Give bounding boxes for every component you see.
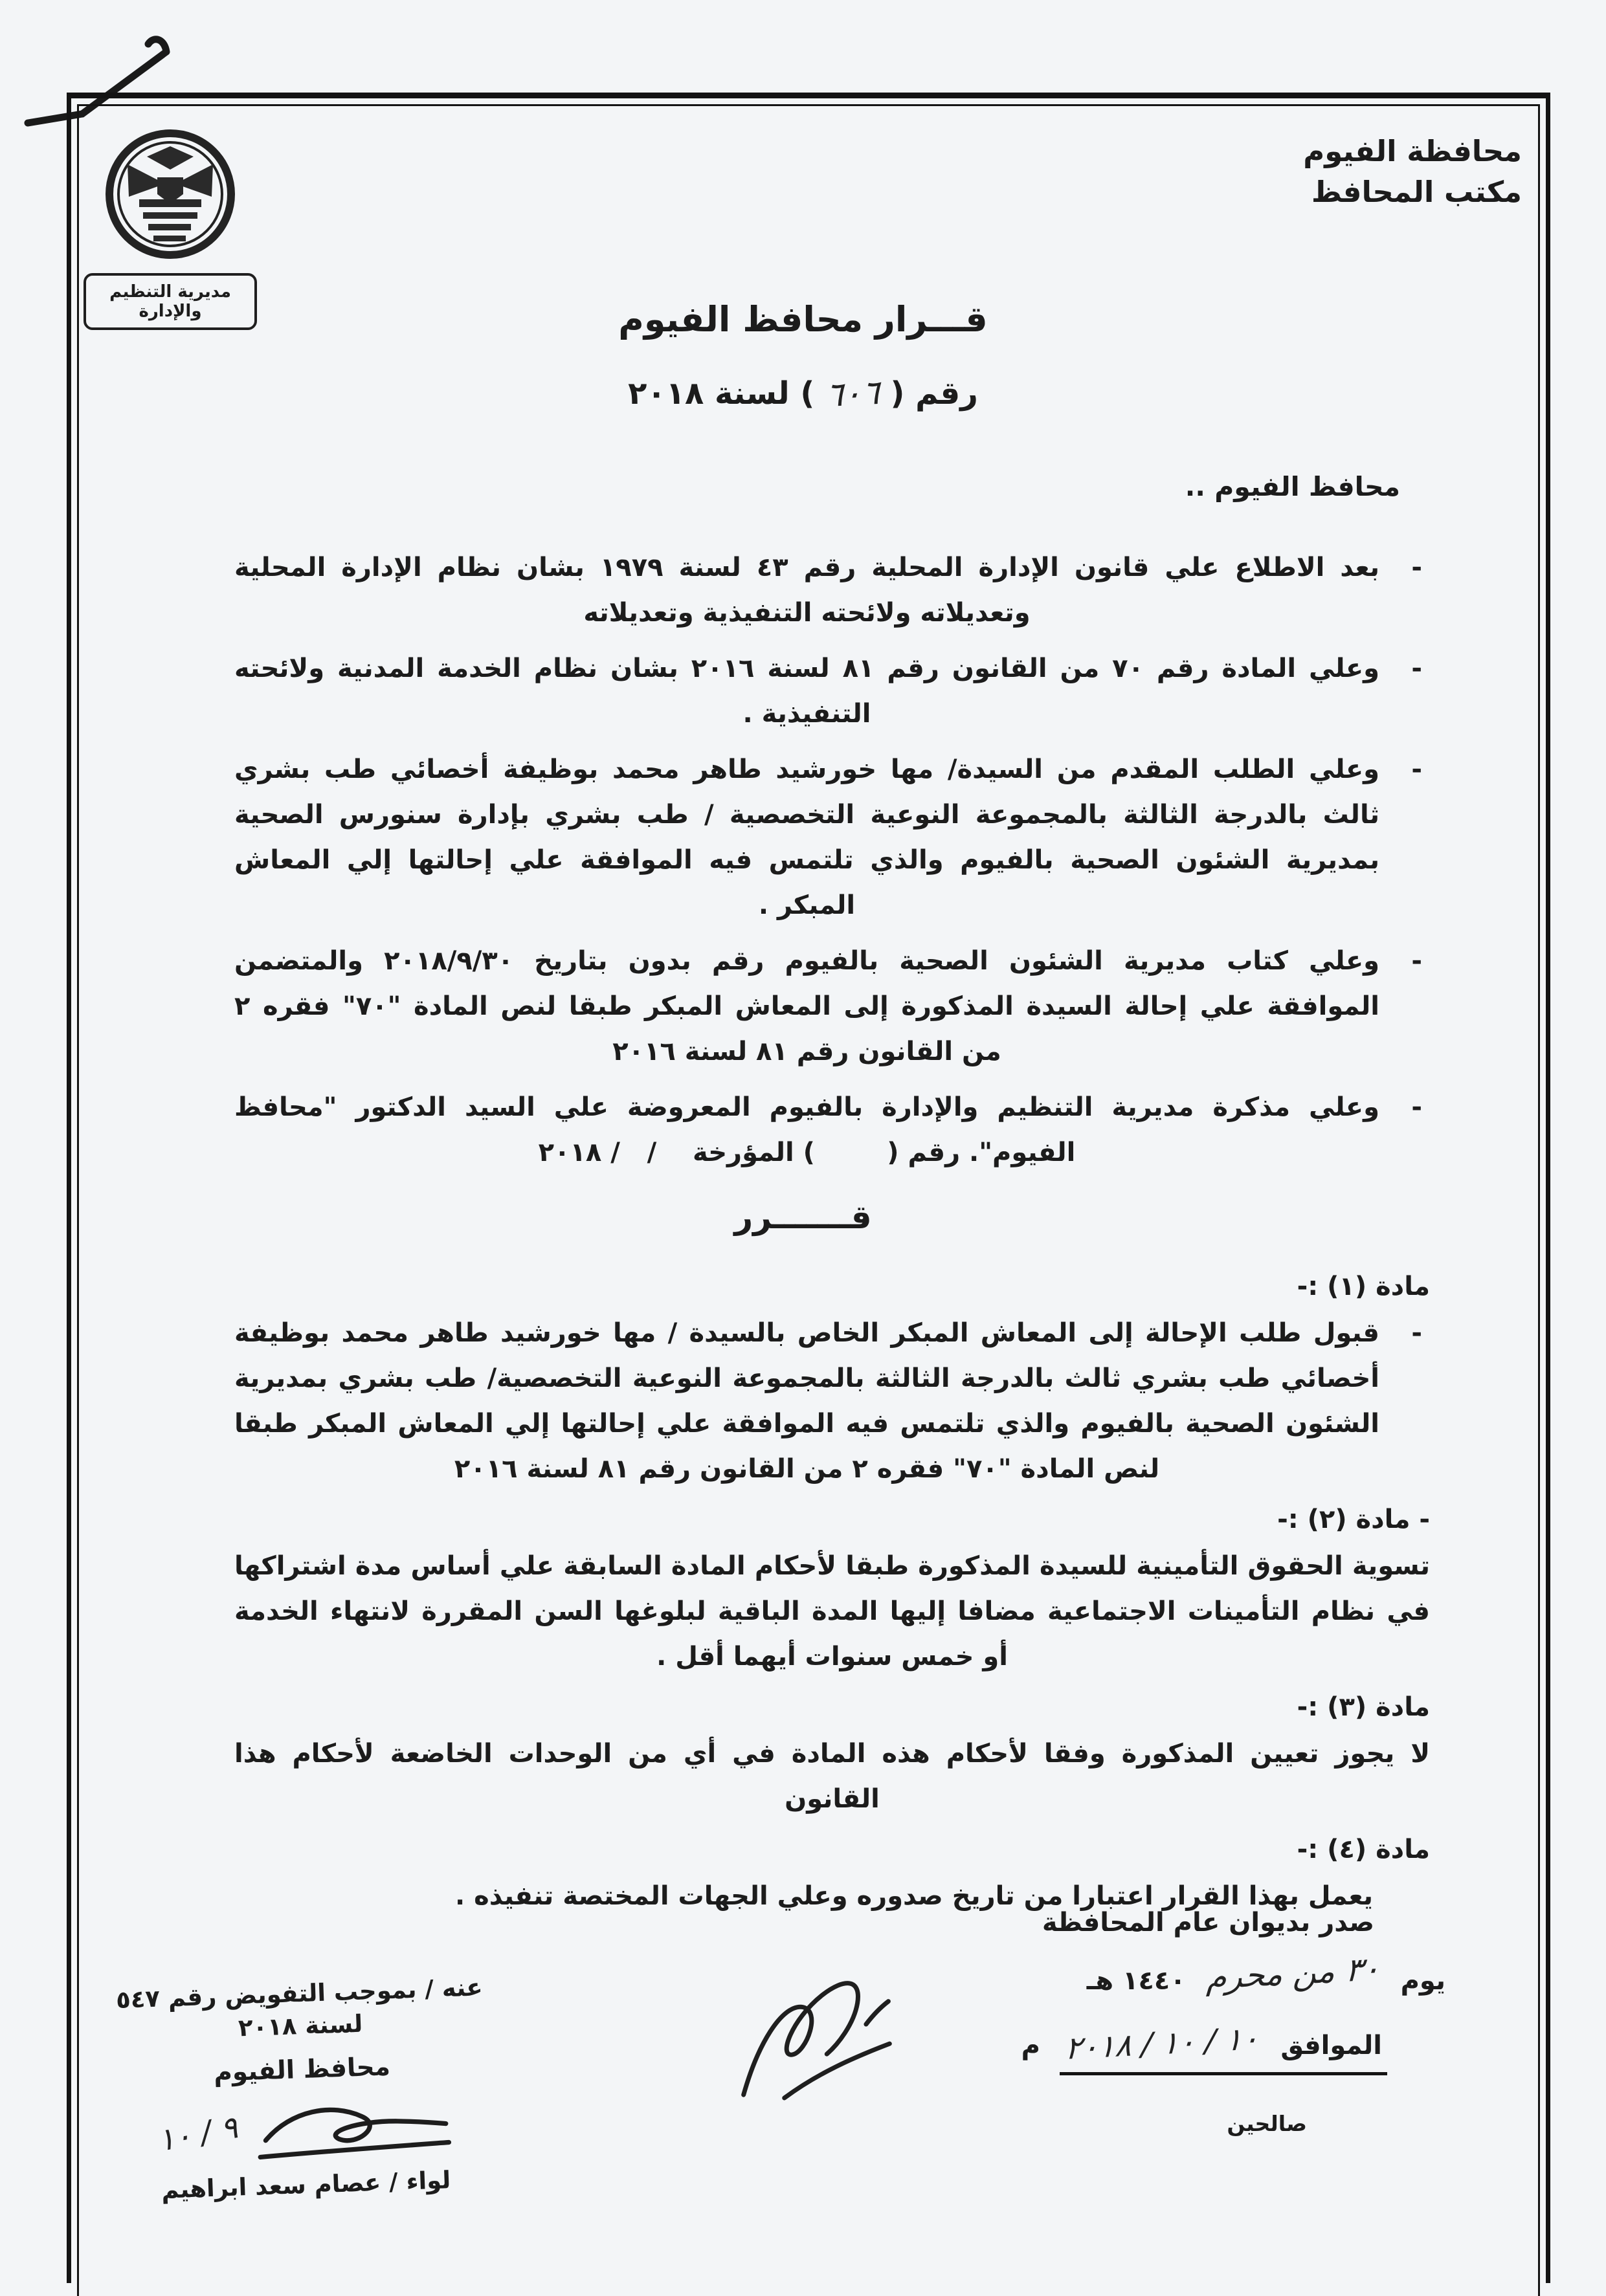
clerk-note: صالحين (1227, 2111, 1307, 2136)
article-3-body: لا يجوز تعيين المذكورة وفقا لأحكام هذه المادة في أي من الوحدات الخاضعة لأحكام هذا القانون (234, 1739, 1430, 1814)
article-2-body: تسوية الحقوق التأمينية للسيدة المذكورة طبقا لأحكام المادة السابقة علي أساس مدة اشتراكها في نظام التأمينات الاجتماعية مضافا إليها المدة الباقية لبلوغها السن المقررة لانتهاء الخدمة أو خمس سنوات أيهما أقل . (234, 1551, 1430, 1672)
decree-operative-word: قـــــــرر (734, 1198, 872, 1236)
dash-bullet: - (1411, 553, 1422, 582)
dash-bullet: - (1411, 946, 1422, 976)
dash-bullet: - (1411, 755, 1422, 784)
article-4-heading: مادة (٤) :- (1297, 1835, 1430, 1864)
hijri-date-handwritten: ٣٠ من محرم (1205, 1949, 1381, 1997)
preamble-item (234, 545, 1430, 635)
governor-office: مكتب المحافظ (1311, 175, 1522, 209)
delegation-authority-line: عنه / بموجب التفويض رقم ٥٤٧ لسنة ٢٠١٨ (115, 1973, 484, 2042)
delegation-signature-row (88, 2087, 520, 2173)
preamble-text: وعلي المادة رقم ٧٠ من القانون رقم ٨١ لسنة ٢٠١٦ بشان نظام الخدمة المدنية ولائحته التنفيذية . (234, 654, 1380, 729)
preamble-text: بعد الاطلاع علي قانون الإدارة المحلية رقم ٤٣ لسنة ١٩٧٩ بشان نظام الإدارة المحلية وتعديلاته ولائحته التنفيذية وتعديلاته (234, 553, 1380, 628)
letterhead (1303, 131, 1522, 212)
day-prefix: يوم (1400, 1966, 1445, 1996)
preamble-item (234, 747, 1430, 928)
emblem-caption: مديرية التنظيم والإدارة (84, 273, 257, 330)
preamble-text: وعلي الطلب المقدم من السيدة/ مها خورشيد طاهر محمد بوظيفة أخصائي طب بشري ثالث بالدرجة الثالثة بالمجموعة النوعية التخصصية / طب بشري بإدارة سنورس الصحية بمديرية الشئون الصحية بالفيوم والذي تلتمس فيه الموافقة علي إحالتها إلي المعاش المبكر . (234, 755, 1379, 920)
article-1-body (234, 1310, 1430, 1492)
delegation-title: محافظ الفيوم (213, 2052, 391, 2088)
decree-title-block (0, 299, 1606, 415)
issued-at-line: صدر بديوان عام المحافظة (1042, 1908, 1374, 1937)
article-3-heading: مادة (٣) :- (1297, 1692, 1430, 1722)
article-1-heading: مادة (١) :- (1297, 1272, 1430, 1301)
governorate-emblem-icon (100, 123, 240, 269)
article-1-text: قبول طلب الإحالة إلى المعاش المبكر الخاص بالسيدة / مها خورشيد طاهر محمد بوظيفة أخصائي طب بشري ثالث بالدرجة الثالثة بالمجموعة النوعية التخصصية/ طب بشري بمديرية الشئون الصحية بالفيوم والذي تلتمس فيه الموافقة علي إحالتها إلي المعاش المبكر طبقا لنص المادة "٧٠" فقره ٢ من القانون رقم ٨١ لسنة ٢٠١٦ (234, 1318, 1379, 1484)
delegation-block (84, 1970, 522, 2207)
gregorian-date-line (1021, 2020, 1387, 2075)
gregorian-date-handwritten: ١٠ / ١٠ / ٢٠١٨ (1064, 2020, 1260, 2067)
greg-prefix: الموافق (1280, 2031, 1382, 2060)
dash-bullet: - (1411, 1092, 1422, 1122)
articles (234, 1259, 1430, 1925)
decree-title: قـــرار محافظ الفيوم (618, 299, 988, 340)
preamble-item (234, 938, 1430, 1074)
governorate-name: محافظة الفيوم (1303, 134, 1522, 168)
preamble-item (234, 1085, 1430, 1175)
preamble (234, 545, 1430, 1186)
delegate-signature-icon (255, 2090, 452, 2167)
preamble-text: وعلي كتاب مديرية الشئون الصحية بالفيوم رقم بدون بتاريخ ٢٠١٨/٩/٣٠ والمتضمن الموافقة علي إحالة السيدة المذكورة إلى المعاش المبكر طبقا لنص المادة "٧٠" فقره ٢ من القانون رقم ٨١ لسنة ٢٠١٦ (234, 946, 1380, 1066)
hijri-date-line (1086, 1949, 1445, 1997)
gregorian-date-underlined (1060, 2020, 1387, 2075)
greg-suffix: م (1021, 2031, 1040, 2060)
decree-number-suffix: ) لسنة ٢٠١٨ (628, 375, 815, 412)
salutation: محافظ الفيوم .. (1185, 471, 1400, 502)
preamble-text: وعلي مذكرة مديرية التنظيم والإدارة بالفيوم المعروضة علي السيد الدكتور "محافظ الفيوم". رقم ( ) المؤرخة / / ٢٠١٨ (234, 1092, 1379, 1167)
decree-number-line (0, 373, 1606, 415)
dash-bullet: - (1411, 654, 1422, 683)
decree-number-prefix: رقم ( (890, 375, 978, 412)
preamble-item (234, 646, 1430, 736)
delegation-handwritten-date: ٩ / ١٠ (155, 2109, 241, 2159)
article-2-heading: - مادة (٢) :- (1277, 1505, 1430, 1534)
delegate-name: لواء / عصام سعد ابراهيم (161, 2166, 451, 2204)
day-suffix: ١٤٤٠ هـ (1086, 1966, 1186, 1996)
dash-bullet: - (1411, 1318, 1422, 1348)
decree-number-handwritten: ٦٠٦ (824, 373, 881, 415)
article-4-body: يعمل بهذا القرار اعتبارا من تاريخ صدوره وعلي الجهات المختصة تنفيذه . (455, 1881, 1373, 1911)
